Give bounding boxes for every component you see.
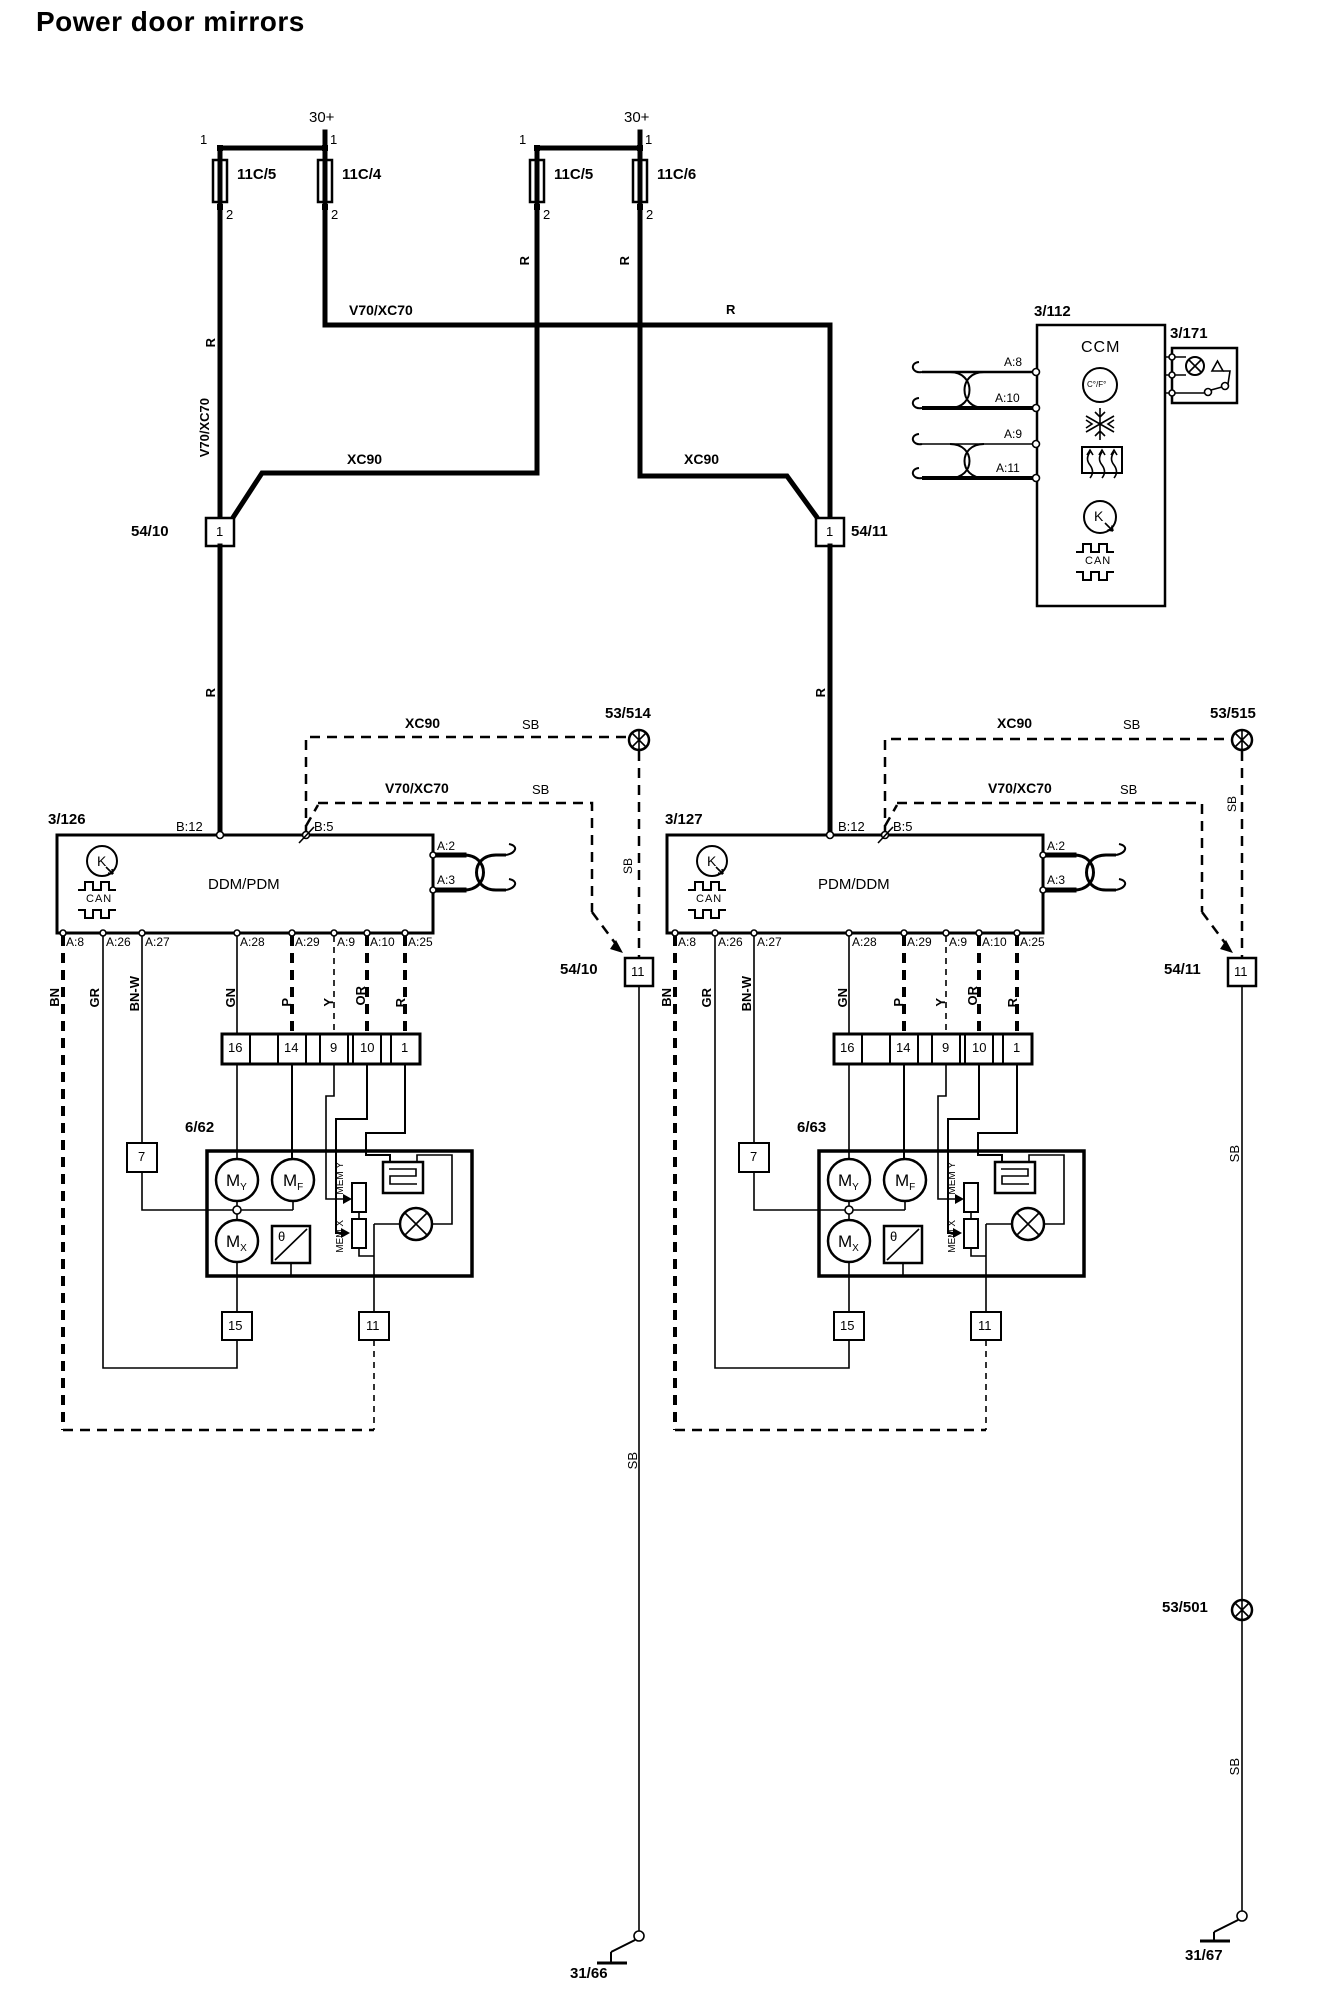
strip-r-10: 10: [972, 1040, 987, 1055]
mr-pin-a29: A:29: [907, 935, 932, 949]
page-title: Power door mirrors: [36, 6, 305, 37]
pin15-left: 15: [228, 1318, 243, 1333]
wirecolor-r-r: R: [1005, 998, 1020, 1008]
mr-pin-a27: A:27: [757, 935, 782, 949]
wire-sb-rot-right3: SB: [1227, 1758, 1242, 1776]
twisted-pair-icon: [464, 855, 506, 890]
wirecolor-gr-l: GR: [87, 988, 102, 1008]
ml-pin-a9: A:9: [337, 935, 356, 949]
wire-sb-rot-left1: SB: [621, 858, 635, 875]
fuse2-pin1: 1: [330, 132, 338, 147]
wire-end-curl-icon: [1116, 844, 1125, 890]
module-left-k: K: [97, 853, 107, 869]
ml-pin-a25: A:25: [408, 935, 433, 949]
twisted-pair-icon: [1074, 855, 1116, 890]
fuse2-pin2: 2: [331, 207, 339, 222]
supply-30-left: 30+: [309, 109, 335, 126]
motor-mf-left: $M_F$: [283, 1171, 304, 1193]
wire-v70xc70-solid-left: V70/XC70: [349, 302, 413, 318]
wirecolor-y-r: Y: [933, 998, 948, 1007]
fuse1-name: 11C/5: [237, 166, 277, 183]
ccm-pin-a9: A:9: [1004, 427, 1023, 441]
connector-5411-top: 54/11: [851, 523, 888, 540]
twisted-pair-icon: [950, 372, 984, 478]
motor-my-right: $M_Y$: [838, 1171, 859, 1193]
module-right-ref: 3/127: [665, 811, 703, 828]
wirecolor-r-l: R: [393, 998, 408, 1008]
fuse-group: [213, 132, 830, 518]
motor-my-left: $M_Y$: [226, 1171, 247, 1193]
wire-sb-3: SB: [532, 782, 550, 797]
pin15-right: 15: [840, 1318, 855, 1333]
fuse4-pin1: 1: [645, 132, 653, 147]
ground-3166: 31/66: [570, 1965, 608, 1982]
fuse4-pin2: 2: [646, 207, 654, 222]
ccm-pin-a10: A:10: [995, 391, 1020, 405]
module-left-pin-b5: B:5: [314, 819, 334, 834]
wire-sb-4: SB: [1120, 782, 1138, 797]
ml-pin-a26: A:26: [106, 935, 131, 949]
ground-3167: 31/67: [1185, 1947, 1223, 1964]
strip-r-16: 16: [840, 1040, 855, 1055]
mem-switches: [964, 1183, 986, 1256]
wire-v70-dash-right: V70/XC70: [988, 780, 1052, 796]
module-left-pin-b12: B:12: [176, 819, 203, 834]
wirecolor-bn-l: BN: [47, 988, 62, 1007]
wire-color-r-rot4: R: [203, 688, 218, 698]
wire-xc90-dash-right: XC90: [997, 715, 1033, 731]
ccm-can-text: CAN: [1085, 555, 1112, 567]
module-left-can: CAN: [86, 893, 113, 905]
module-right-pin-a3: A:3: [1047, 873, 1066, 887]
wire-color-r-rot2: R: [517, 256, 532, 266]
wire-sb-1: SB: [522, 717, 540, 732]
motor-mx-right: $M_X$: [838, 1232, 859, 1254]
mem-switches: [352, 1183, 374, 1256]
connector-5411-mid-pin: 11: [1234, 964, 1248, 979]
wire-xc90-solid-right: XC90: [684, 451, 720, 467]
mr-pin-a26: A:26: [718, 935, 743, 949]
wire-color-r-rot3: R: [617, 256, 632, 266]
mr-pin-a10: A:10: [982, 935, 1007, 949]
mr-pin-a25: A:25: [1020, 935, 1045, 949]
fuse3-pin2: 2: [543, 207, 551, 222]
wirecolor-bnw-l: BN-W: [127, 976, 142, 1012]
heater-icon: [1082, 447, 1122, 478]
wire-color-r-rot1: R: [203, 338, 218, 348]
ml-pin-a10: A:10: [370, 935, 395, 949]
wire-color-r-rot5: R: [813, 688, 828, 698]
theta-left: θ: [278, 1229, 286, 1244]
strip-r-14: 14: [896, 1040, 911, 1055]
strip-l-16: 16: [228, 1040, 243, 1055]
wire-color-r-solid: R: [726, 302, 736, 317]
ccm-module: [913, 325, 1165, 606]
wirecolor-p-r: P: [891, 998, 906, 1007]
module-right-pin-b12: B:12: [838, 819, 865, 834]
fuse3-name: 11C/5: [554, 166, 594, 183]
mem-y-left: MEM Y: [335, 1162, 346, 1195]
ccm-switch-3171: [1165, 348, 1237, 403]
wire-end-curl-icon: [506, 844, 515, 890]
wirecolor-gn-l: GN: [223, 988, 238, 1008]
wire-sb-rot-left2: SB: [625, 1452, 640, 1470]
connector-5410-top-pin: 1: [216, 524, 224, 539]
splice-icon-53514: [629, 730, 649, 750]
fuse3-pin1: 1: [519, 132, 527, 147]
snowflake-icon: [1086, 408, 1114, 440]
splice-53514: 53/514: [605, 705, 651, 722]
splice-53515: 53/515: [1210, 705, 1256, 722]
mirror-heater-icon: [383, 1162, 423, 1193]
module-left-ref: 3/126: [48, 811, 86, 828]
connector-5411-top-pin: 1: [826, 524, 834, 539]
mirror-left-ref: 6/62: [185, 1119, 215, 1136]
module-right-k: K: [707, 853, 717, 869]
ccm-switch-ref: 3/171: [1170, 325, 1208, 342]
connector-5411-mid: 54/11: [1164, 961, 1201, 978]
strip-l-9: 9: [330, 1040, 338, 1055]
module-right-can: CAN: [696, 893, 723, 905]
module-right-name: PDM/DDM: [818, 876, 890, 893]
connector-5410-box: [203, 518, 234, 835]
fuse1-pin2: 2: [226, 207, 234, 222]
ml-pin-a29: A:29: [295, 935, 320, 949]
module-left-pin-a3: A:3: [437, 873, 456, 887]
wirecolor-gr-r: GR: [699, 988, 714, 1008]
wire-end-curl-icon: [913, 362, 922, 478]
fuse2-name: 11C/4: [342, 166, 382, 183]
wire-sb-rot-right2: SB: [1227, 1145, 1242, 1163]
strip-l-14: 14: [284, 1040, 299, 1055]
strip-l-1: 1: [401, 1040, 409, 1055]
connector-5410-mid-pin: 11: [631, 964, 645, 979]
mirror-heater-icon: [995, 1162, 1035, 1193]
ground-icon-3166: [597, 1931, 644, 1963]
lamp-icon: [1012, 1208, 1044, 1240]
mirror-right-ref: 6/63: [797, 1119, 827, 1136]
ccm-temp-icon-text: C°/F°: [1087, 380, 1107, 389]
sb-dashed-left: [306, 730, 653, 1963]
wirecolor-or-l: OR: [353, 986, 368, 1006]
warning-triangle-icon: [1212, 361, 1223, 371]
mem-x-right: MEM X: [947, 1220, 958, 1253]
pin11-right: 11: [978, 1318, 992, 1333]
connector-5410-top: 54/10: [131, 523, 169, 540]
strip-r-9: 9: [942, 1040, 950, 1055]
sb-dashed-right: [885, 730, 1256, 1941]
wire-xc90-solid-left: XC90: [347, 451, 383, 467]
ml-pin-a28: A:28: [240, 935, 265, 949]
inline-7-right: 7: [750, 1149, 758, 1164]
splice-53501: 53/501: [1162, 1599, 1208, 1616]
splice-icon-53501: [1232, 1600, 1252, 1620]
ccm-pin-a8: A:8: [1004, 355, 1023, 369]
connector-5411-box: [813, 518, 844, 835]
wire-sb-2: SB: [1123, 717, 1141, 732]
ccm-ref: 3/112: [1034, 303, 1071, 320]
wire-sb-rot-right1: SB: [1225, 796, 1239, 813]
mr-pin-a9: A:9: [949, 935, 968, 949]
wirecolor-y-l: Y: [321, 998, 336, 1007]
wire-v70-dash-left: V70/XC70: [385, 780, 449, 796]
fuse4-name: 11C/6: [657, 166, 697, 183]
mr-pin-a28: A:28: [852, 935, 877, 949]
wirecolor-bnw-r: BN-W: [739, 976, 754, 1012]
mem-x-left: MEM X: [335, 1220, 346, 1253]
lamp-icon-3171: [1186, 357, 1204, 375]
ccm-name: CCM: [1081, 339, 1121, 356]
pin11-left: 11: [366, 1318, 380, 1333]
module-right-pin-a2: A:2: [1047, 839, 1066, 853]
module-left-pin-a2: A:2: [437, 839, 456, 853]
strip-l-10: 10: [360, 1040, 375, 1055]
ground-icon-3167: [1200, 1911, 1247, 1941]
ml-pin-a8: A:8: [66, 935, 85, 949]
supply-30-right: 30+: [624, 109, 650, 126]
inline-7-left: 7: [138, 1149, 146, 1164]
wirecolor-p-l: P: [279, 998, 294, 1007]
fuse1-pin1: 1: [200, 132, 208, 147]
module-left-name: DDM/PDM: [208, 876, 280, 893]
splice-icon-53515: [1232, 730, 1252, 750]
ml-pin-a27: A:27: [145, 935, 170, 949]
mem-y-right: MEM Y: [947, 1162, 958, 1195]
mr-pin-a8: A:8: [678, 935, 697, 949]
wirecolor-gn-r: GN: [835, 988, 850, 1008]
wire-v70xc70-rot: V70/XC70: [197, 398, 212, 458]
strip-r-1: 1: [1013, 1040, 1021, 1055]
connector-5410-mid: 54/10: [560, 961, 598, 978]
ccm-k-letter: K: [1094, 508, 1104, 524]
theta-right: θ: [890, 1229, 898, 1244]
lamp-icon: [400, 1208, 432, 1240]
module-right-pin-b5: B:5: [893, 819, 913, 834]
motor-mf-right: $M_F$: [895, 1171, 916, 1193]
ccm-pin-a11: A:11: [996, 461, 1020, 475]
wirecolor-or-r: OR: [965, 986, 980, 1006]
motor-mx-left: $M_X$: [226, 1232, 247, 1254]
wire-xc90-dash-left: XC90: [405, 715, 441, 731]
wirecolor-bn-r: BN: [659, 988, 674, 1007]
